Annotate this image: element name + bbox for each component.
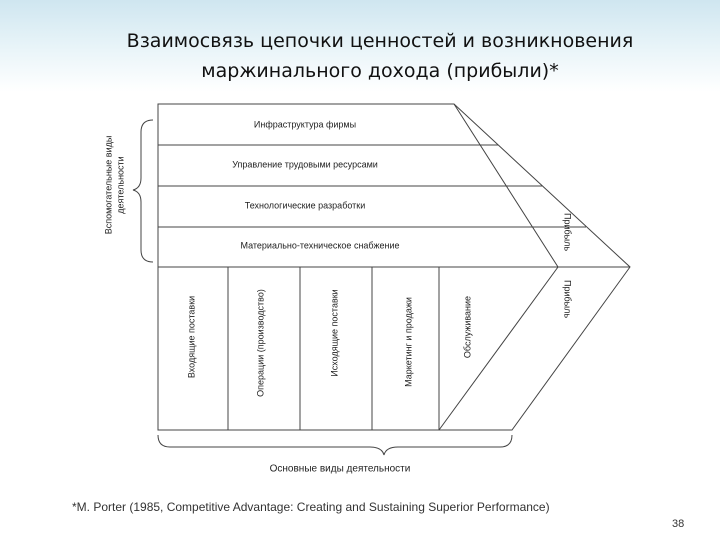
support-activity-infrastructure: Инфраструктура фирмы	[253, 119, 357, 130]
margin-label-upper: Прибыль	[562, 212, 573, 252]
support-activity-procurement: Материально-техническое снабжение	[240, 240, 400, 251]
support-brace	[133, 120, 153, 262]
primary-activity-inbound: Входящие поставки	[186, 295, 197, 379]
margin-label-lower: Прибыль	[562, 279, 573, 319]
primary-activity-outbound: Исходящие поставки	[329, 289, 340, 377]
page-number: 38	[672, 518, 685, 530]
support-activities-label-1: Вспомогательные виды	[103, 135, 114, 235]
support-activity-hr: Управление трудовыми ресурсами	[232, 159, 378, 170]
primary-activity-marketing: Маркетинг и продажи	[403, 297, 414, 387]
title-line-1: Взаимосвязь цепочки ценностей и возникновения	[126, 30, 634, 52]
primary-brace	[158, 435, 512, 455]
support-activity-technology: Технологические разработки	[244, 200, 366, 211]
title-line-2: маржинального дохода (прибыли)*	[201, 60, 559, 82]
primary-activity-operations: Операции (производство)	[255, 289, 266, 397]
support-activities-label-2: деятельности	[115, 156, 126, 214]
footnote: *M. Porter (1985, Competitive Advantage: Creating and Sustaining Superior Performance)	[72, 500, 550, 514]
primary-activities-label: Основные виды деятельности	[269, 463, 411, 475]
primary-activity-service: Обслуживание	[462, 295, 473, 359]
